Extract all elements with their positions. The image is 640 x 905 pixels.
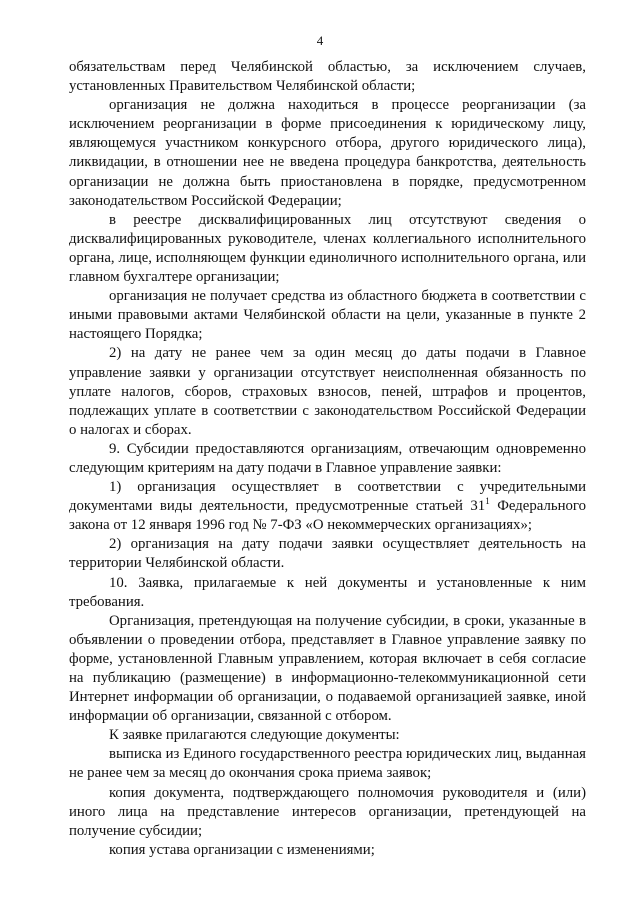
paragraph: 2) организация на дату подачи заявки осуществляет деятельность на территории Челябинской области.	[69, 536, 586, 572]
paragraph-text-part: 1) организация осуществляет в соответствии с учредительными документами виды деятельности, предусмотренные статьей 31	[69, 479, 586, 515]
paragraph: выписка из Единого государственного реестра юридических лиц, выданная не ранее чем за месяц до окончания срока приема заявок;	[69, 746, 586, 782]
paragraph: 10. Заявка, прилагаемые к ней документы и установленные к ним требования.	[69, 574, 586, 610]
paragraph: копия устава организации с изменениями;	[109, 841, 375, 858]
paragraph: 9. Субсидии предоставляются организациям, отвечающим одновременно следующим критериям на дату подачи в Главное управление заявки:	[69, 440, 586, 476]
paragraph-with-footnote	[69, 478, 586, 535]
paragraph: организация не получает средства из областного бюджета в соответствии с иными правовыми актами Челябинской области на цели, указанные в пункте 2 настоящего Порядка;	[69, 288, 586, 343]
paragraph: копия документа, подтверждающего полномочия руководителя и (или) иного лица на представление интересов организации, претендующей на получение субсидии;	[69, 784, 586, 839]
paragraph-text-part: Федерального закона от 12 января 1996 год № 7-ФЗ «О некоммерческих организациях»;	[69, 498, 586, 534]
superscript: 1	[485, 496, 490, 507]
page-number: 4	[316, 33, 324, 48]
document-body	[69, 58, 586, 860]
paragraph: в реестре дисквалифицированных лиц отсутствуют сведения о дисквалифицированных руководителе, членах коллегиального исполнительного органа, лице, исполняющем функции единоличного исполнительного органа, или главном бухгалтере организации;	[69, 211, 586, 286]
paragraph: 2) на дату не ранее чем за один месяц до даты подачи в Главное управление заявки у организации отсутствует неисполненная обязанность по уплате налогов, сборов, страховых взносов, пеней, штрафов и процентов, подлежащих уплате в соответствии с законодательством Российской Федерации о налогах и сборах.	[69, 345, 586, 438]
paragraph: К заявке прилагаются следующие документы:	[109, 727, 400, 744]
paragraph: Организация, претендующая на получение субсидии, в сроки, указанные в объявлении о проведении отбора, представляет в Главное управление заявку по форме, установленной Главным управлением, которая включает в себя согласие на публикацию (размещение) в информационно-телекоммуникационной сети Интернет информации об организации, о подаваемой организацией заявке, иной информации об организации, связанной с отбором.	[69, 612, 586, 725]
paragraph: обязательствам перед Челябинской областью, за исключением случаев, установленных Правительством Челябинской области;	[69, 59, 586, 95]
paragraph: организация не должна находиться в процессе реорганизации (за исключением реорганизации в форме присоединения к юридическому лицу, являющемуся участником конкурсного отбора, другого юридического лица), ликвидации, в отношении нее не введена процедура банкротства, деятельность организации не должна быть приостановлена в порядке, предусмотренном законодательством Российской Федерации;	[69, 97, 586, 209]
